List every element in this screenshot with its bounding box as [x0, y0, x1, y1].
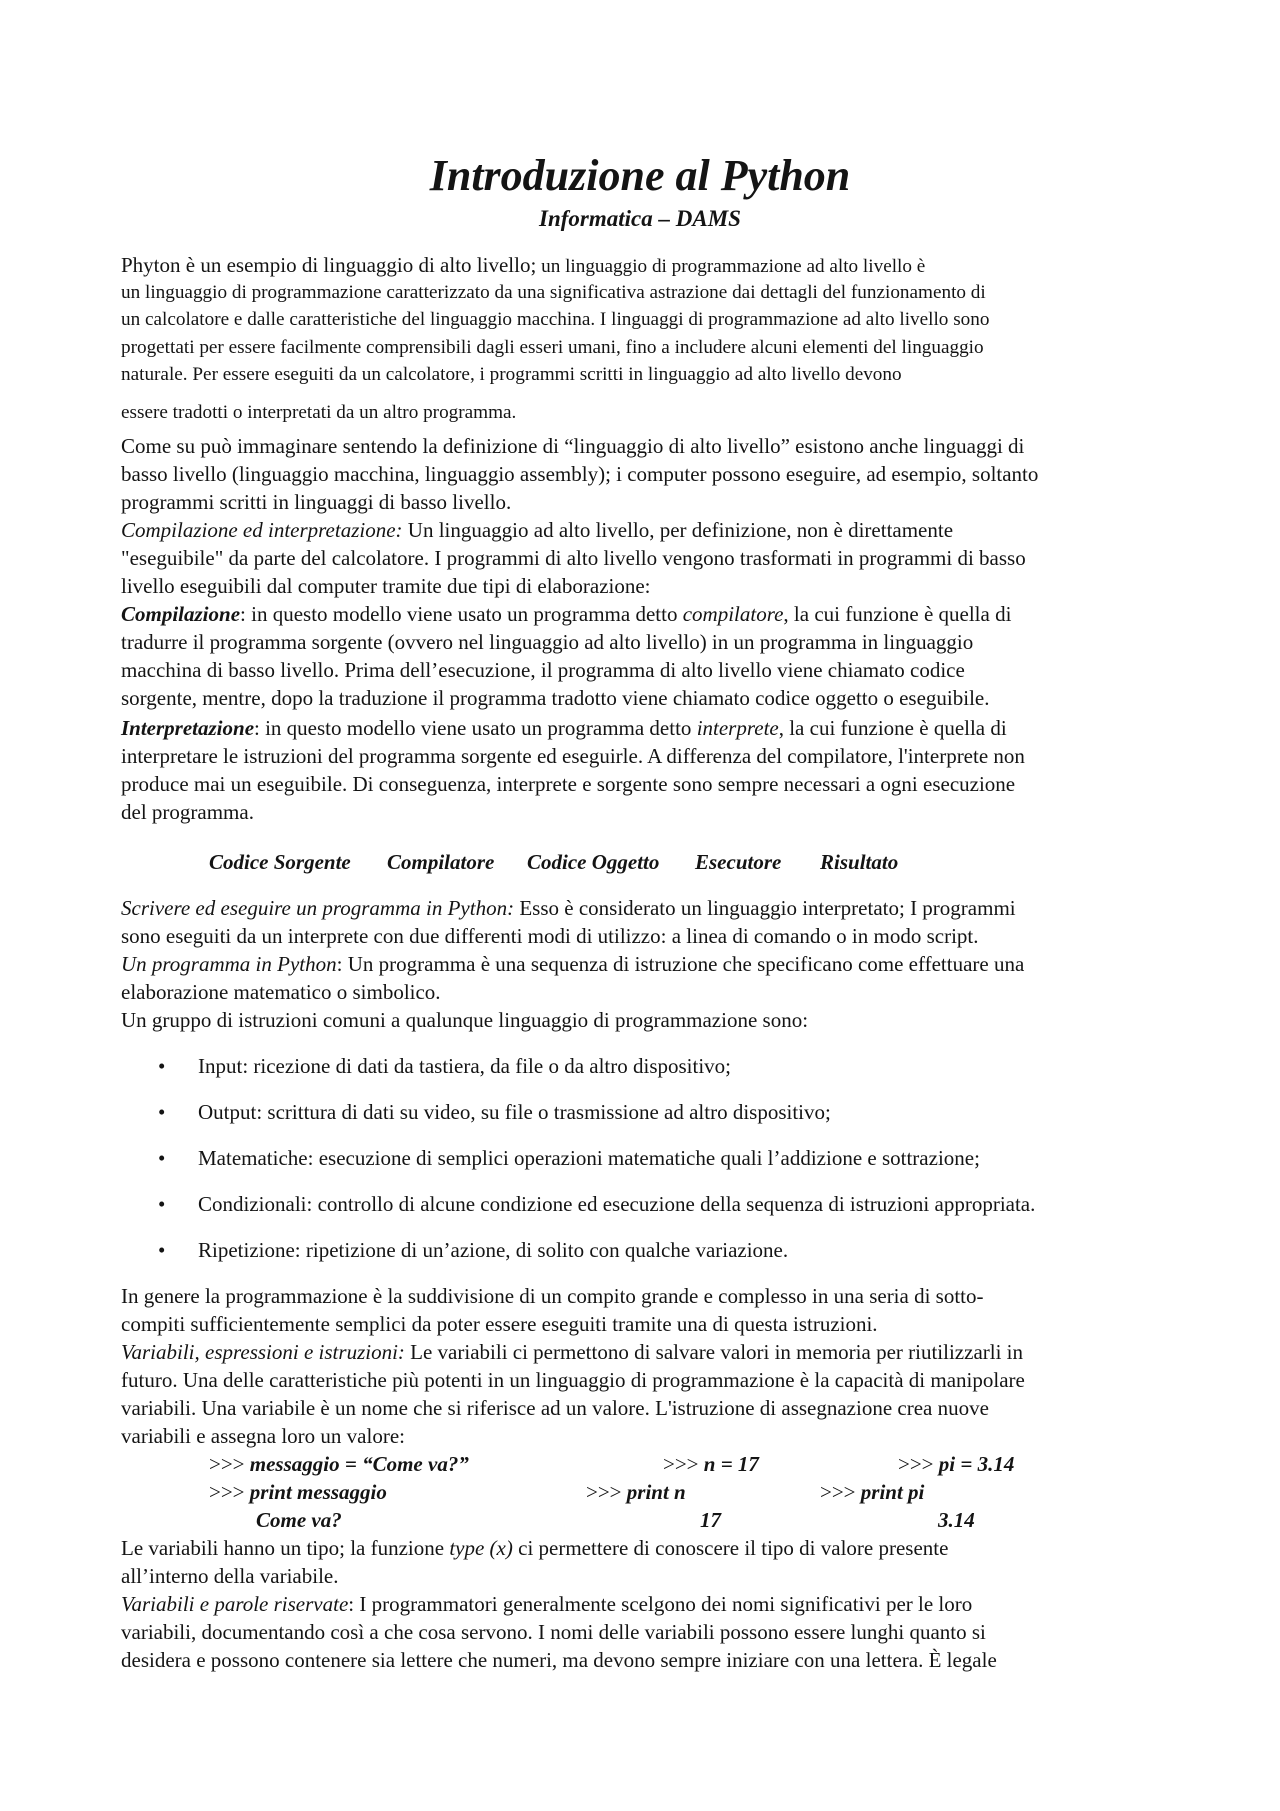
variabili-line-3: variabili. Una variabile è un nome che si riferisce ad un valore. L'istruzione di assegnazione crea nuove	[121, 1396, 989, 1420]
interpretazione-line-1: Interpretazione: in questo modello viene usato un programma detto interprete, la cui funzione è quella di	[121, 716, 1007, 740]
page-subtitle: Informatica – DAMS	[539, 206, 741, 231]
compint-line-3: livello eseguibili dal computer tramite due tipi di elaborazione:	[121, 574, 651, 598]
code-assign-pi: >>> pi = 3.14	[898, 1452, 1015, 1476]
code-print-n: >>> print n	[586, 1480, 686, 1504]
programma-line-2: elaborazione matematico o simbolico.	[121, 980, 441, 1004]
scrivere-line-2: sono eseguiti da un interprete con due differenti modi di utilizzo: a linea di comando o in modo script.	[121, 924, 979, 948]
variabili-line-4: variabili e assegna loro un valore:	[121, 1424, 405, 1448]
variabili-line-1: Variabili, espressioni e istruzioni: Le variabili ci permettono di salvare valori in memoria per riutilizzarli in	[121, 1340, 1024, 1364]
section-heading: Variabili, espressioni e istruzioni:	[121, 1340, 405, 1364]
list-item: Matematiche: esecuzione di semplici operazioni matematiche quali l’addizione e sottrazione;	[198, 1146, 980, 1170]
code-output-pi: 3.14	[938, 1508, 975, 1532]
intro-line-4: progettati per essere facilmente comprensibili dagli esseri umani, fino a includere alcuni elementi del linguaggio	[121, 337, 984, 358]
flow-label: Codice Sorgente	[209, 850, 351, 874]
genere-line-1: In genere la programmazione è la suddivisione di un compito grande e complesso in una seria di sotto-	[121, 1284, 984, 1308]
bullet-marker: •	[158, 1100, 166, 1124]
code-assign-n: >>> n = 17	[663, 1452, 759, 1476]
term-interpretazione: Interpretazione	[121, 716, 255, 740]
bullet-marker: •	[158, 1192, 166, 1216]
compint-line-1: Compilazione ed interpretazione: Un linguaggio ad alto livello, per definizione, non è direttamente	[121, 518, 954, 542]
intro-line-1: Phyton è un esempio di linguaggio di alto livello; un linguaggio di programmazione ad alto livello è	[121, 253, 926, 277]
section-heading: Un programma in Python	[121, 952, 337, 976]
compint-line-2: "eseguibile" da parte del calcolatore. I programmi di alto livello vengono trasformati in programmi di basso	[121, 546, 1026, 570]
bullet-marker: •	[158, 1054, 166, 1078]
interpretazione-line-2: interpretare le istruzioni del programma sorgente ed eseguirle. A differenza del compilatore, l'interprete non	[121, 744, 1025, 768]
code-output-messaggio: Come va?	[256, 1508, 342, 1532]
flow-label: Codice Oggetto	[527, 850, 660, 874]
p2-line-1: Come su può immaginare sentendo la definizione di “linguaggio di alto livello” esistono anche linguaggi di	[121, 434, 1025, 458]
variabili-line-2: futuro. Una delle caratteristiche più potenti in un linguaggio di programmazione è la capacità di manipolare	[121, 1368, 1025, 1392]
p2-line-3: programmi scritti in linguaggi di basso livello.	[121, 490, 512, 514]
intro-line-3: un calcolatore e dalle caratteristiche del linguaggio macchina. I linguaggi di programmazione ad alto livello sono	[121, 309, 990, 330]
code-output-n: 17	[700, 1508, 721, 1532]
programma-line-3: Un gruppo di istruzioni comuni a qualunque linguaggio di programmazione sono:	[121, 1008, 809, 1032]
page-title: Introduzione al Python	[429, 151, 851, 200]
interpretazione-line-3: produce mai un eseguibile. Di conseguenza, interprete e sorgente sono sempre necessari a ogni esecuzione	[121, 772, 1016, 796]
list-item: Condizionali: controllo di alcune condizione ed esecuzione della sequenza di istruzioni appropriata.	[198, 1192, 1036, 1216]
riservate-line-1: Variabili e parole riservate: I programmatori generalmente scelgono dei nomi significativi per le loro	[121, 1592, 973, 1616]
riservate-line-3: desidera e possono contenere sia lettere che numeri, ma devono sempre iniziare con una lettera. È legale	[121, 1648, 997, 1672]
compilazione-line-3: macchina di basso livello. Prima dell’esecuzione, il programma di alto livello viene chiamato codice	[121, 658, 965, 682]
riservate-line-2: variabili, documentando così a che cosa servono. I nomi delle variabili possono essere lunghi quanto si	[121, 1620, 986, 1644]
p2-line-2: basso livello (linguaggio macchina, linguaggio assembly); i computer possono eseguire, ad esempio, soltanto	[121, 462, 1039, 486]
intro-line-2: un linguaggio di programmazione caratterizzato da una significativa astrazione dai dettagli del funzionamento di	[121, 282, 986, 303]
list-item: Input: ricezione di dati da tastiera, da file o da altro dispositivo;	[198, 1054, 732, 1078]
flow-label: Compilatore	[387, 850, 495, 874]
section-heading: Scrivere ed eseguire un programma in Python:	[121, 896, 515, 920]
scrivere-line-1: Scrivere ed eseguire un programma in Python: Esso è considerato un linguaggio interpretato; I programmi	[121, 896, 1016, 920]
code-print-messaggio: >>> print messaggio	[209, 1480, 387, 1504]
code-print-pi: >>> print pi	[820, 1480, 925, 1504]
code-assign-messaggio: >>> messaggio = “Come va?”	[209, 1452, 469, 1476]
compilazione-line-1: Compilazione: in questo modello viene usato un programma detto compilatore, la cui funzione è quella di	[121, 602, 1012, 626]
intro-line-6: essere tradotti o interpretati da un altro programma.	[121, 402, 517, 423]
genere-line-2: compiti sufficientemente semplici da poter essere eseguiti tramite una di questa istruzioni.	[121, 1312, 878, 1336]
compilazione-line-4: sorgente, mentre, dopo la traduzione il programma tradotto viene chiamato codice oggetto o eseguibile.	[121, 686, 990, 710]
bullet-marker: •	[158, 1146, 166, 1170]
section-heading: Compilazione ed interpretazione:	[121, 518, 403, 542]
list-item: Ripetizione: ripetizione di un’azione, di solito con qualche variazione.	[198, 1238, 789, 1262]
list-item: Output: scrittura di dati su video, su file o trasmissione ad altro dispositivo;	[198, 1100, 831, 1124]
tipo-line-2: all’interno della variabile.	[121, 1564, 339, 1588]
intro-line-5: naturale. Per essere eseguiti da un calcolatore, i programmi scritti in linguaggio ad alto livello devono	[121, 364, 902, 385]
flow-label: Esecutore	[695, 850, 782, 874]
term-compilazione: Compilazione	[121, 602, 241, 626]
tipo-line-1: Le variabili hanno un tipo; la funzione type (x) ci permettere di conoscere il tipo di valore presente	[121, 1536, 949, 1560]
section-heading: Variabili e parole riservate	[121, 1592, 349, 1616]
bullet-marker: •	[158, 1238, 166, 1262]
programma-line-1: Un programma in Python: Un programma è una sequenza di istruzione che specificano come effettuare una	[121, 952, 1025, 976]
flow-label: Risultato	[820, 850, 899, 874]
interpretazione-line-4: del programma.	[121, 800, 254, 824]
compilazione-line-2: tradurre il programma sorgente (ovvero nel linguaggio ad alto livello) in un programma in linguaggio	[121, 630, 974, 654]
